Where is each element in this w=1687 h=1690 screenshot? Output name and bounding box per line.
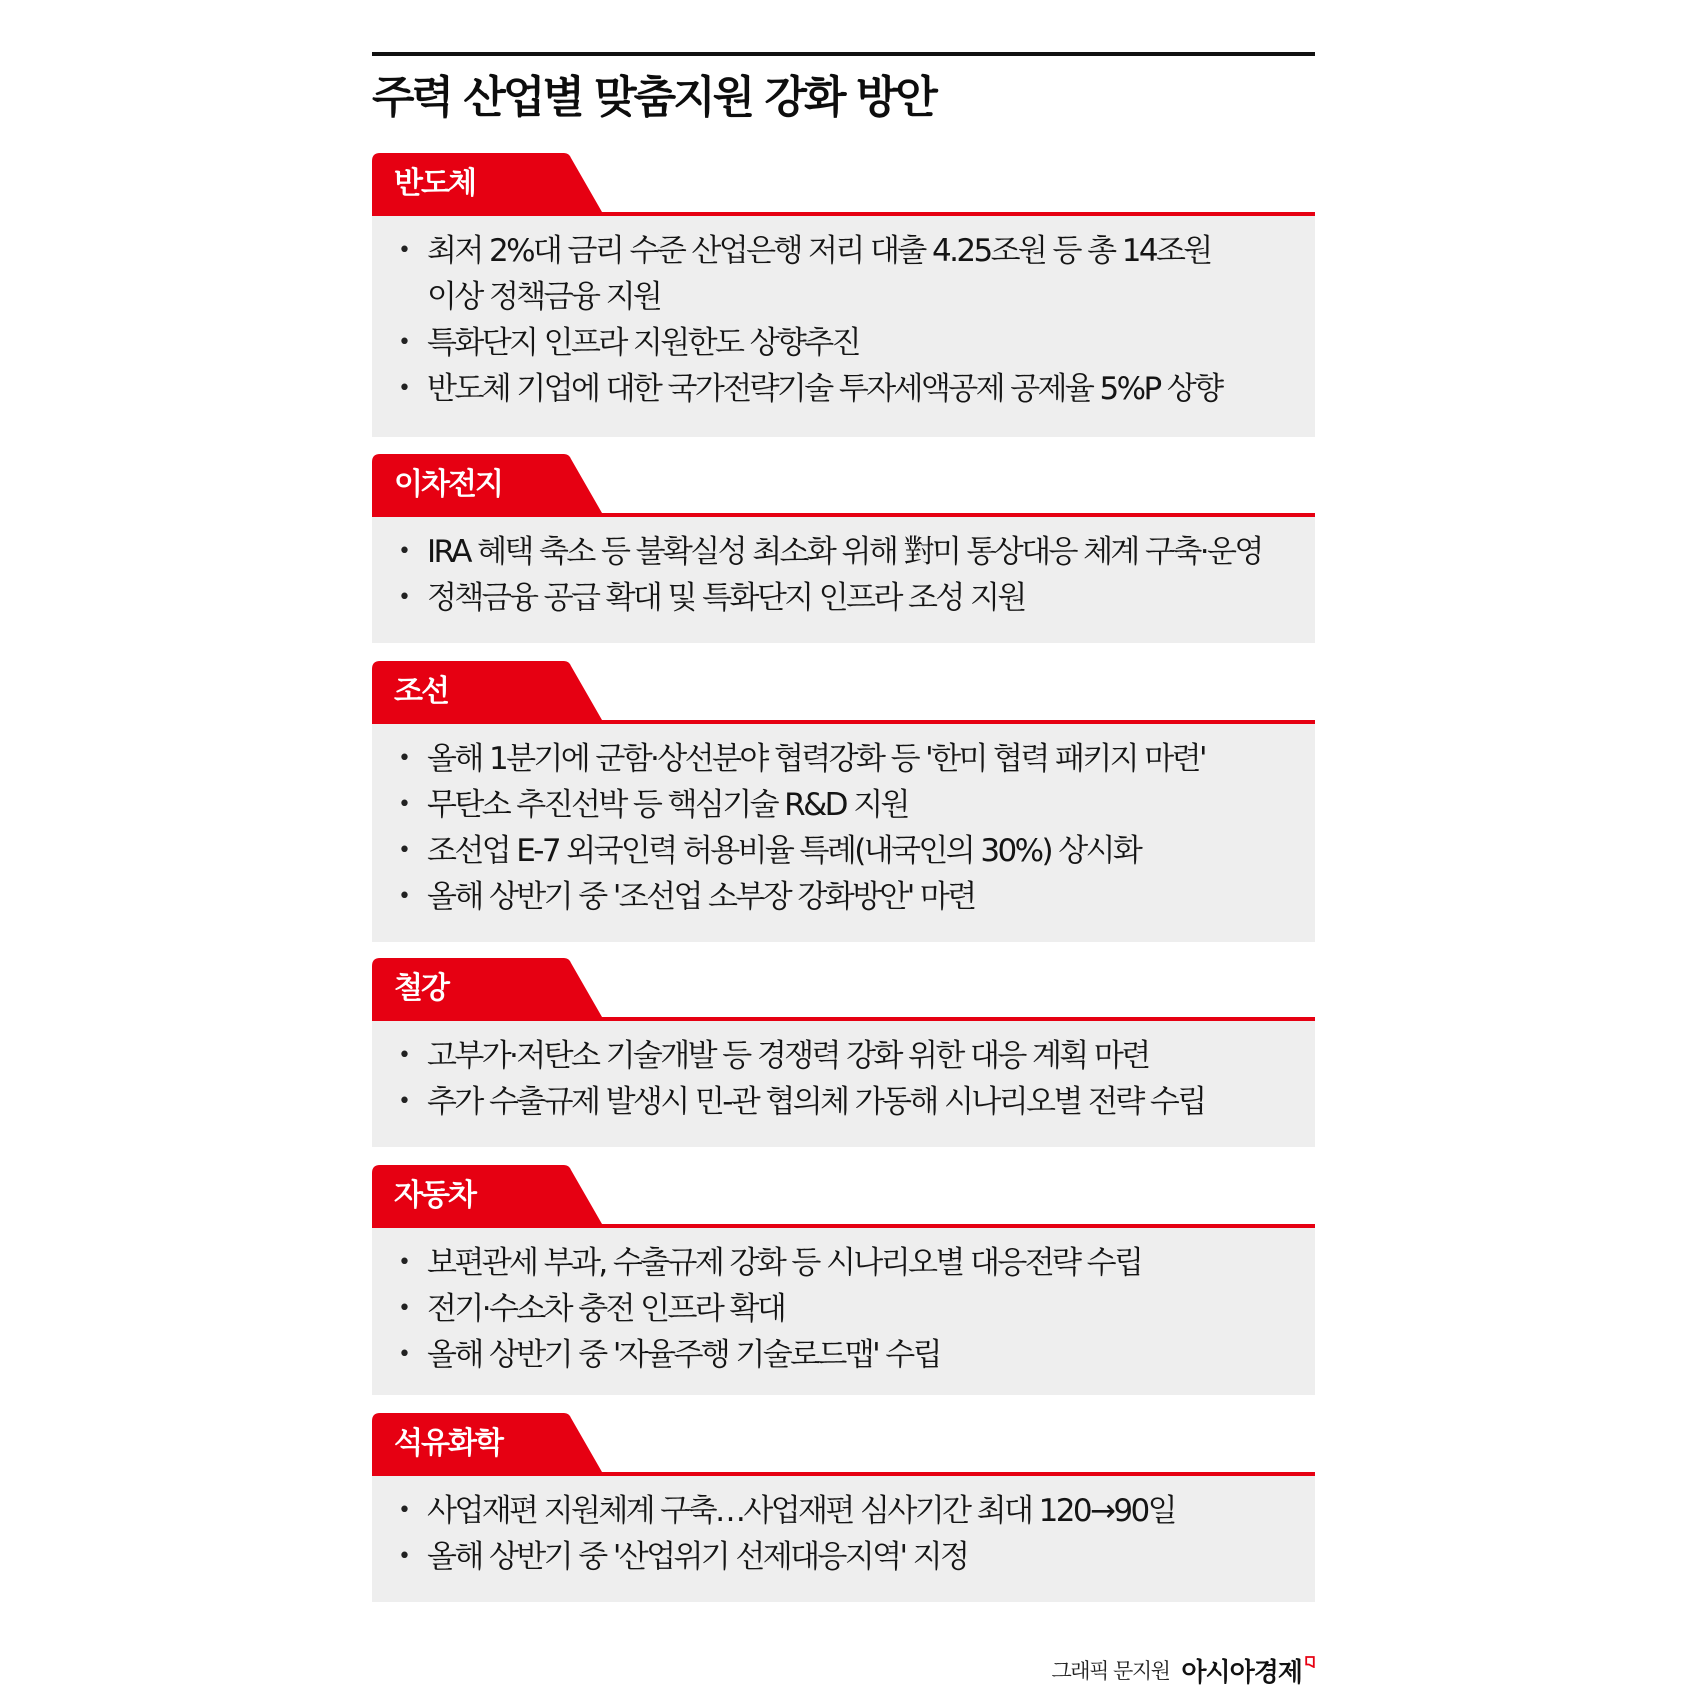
bullet-icon: • bbox=[398, 539, 409, 564]
item-line: 추가 수출규제 발생시 민-관 협의체 가동해 시나리오별 전략 수립 bbox=[427, 1084, 1205, 1120]
item-line: 올해 상반기 중 '조선업 소부장 강화방안' 마련 bbox=[427, 879, 975, 915]
section-tab bbox=[372, 661, 1315, 720]
section-panel bbox=[372, 1021, 1315, 1147]
section-panel bbox=[372, 724, 1315, 942]
section-title: 조선 bbox=[394, 674, 448, 709]
bullet-icon: • bbox=[398, 1043, 409, 1068]
section-steel bbox=[372, 958, 1315, 1147]
list-item bbox=[372, 1240, 1315, 1286]
item-line: 무탄소 추진선박 등 핵심기술 R&D 지원 bbox=[427, 787, 908, 823]
list-item bbox=[372, 1332, 1315, 1378]
list-item bbox=[372, 1079, 1315, 1125]
section-tab-shape bbox=[372, 454, 602, 513]
section-tab bbox=[372, 958, 1315, 1017]
section-title: 이차전지 bbox=[394, 467, 502, 502]
section-tab-shape bbox=[372, 661, 602, 720]
section-title: 반도체 bbox=[394, 166, 475, 201]
footer-credit bbox=[1052, 1650, 1316, 1690]
section-panel bbox=[372, 216, 1315, 437]
item-line: 올해 상반기 중 '자율주행 기술로드맵' 수립 bbox=[427, 1337, 940, 1373]
section-panel bbox=[372, 1476, 1315, 1602]
list-item bbox=[372, 1033, 1315, 1079]
page-title: 주력 산업별 맞춤지원 강화 방안 bbox=[372, 72, 935, 123]
section-tab bbox=[372, 1165, 1315, 1224]
top-rule bbox=[372, 52, 1315, 56]
section-automotive bbox=[372, 1165, 1315, 1395]
section-tab bbox=[372, 1413, 1315, 1472]
graphic-credit: 그래픽 문지원 bbox=[1051, 1659, 1170, 1683]
item-line: 전기·수소차 충전 인프라 확대 bbox=[427, 1291, 785, 1327]
item-line: 올해 상반기 중 '산업위기 선제대응지역' 지정 bbox=[427, 1539, 968, 1575]
bullet-icon: • bbox=[398, 792, 409, 817]
section-semiconductor bbox=[372, 153, 1315, 437]
bullet-icon: • bbox=[398, 1342, 409, 1367]
bullet-icon: • bbox=[398, 1544, 409, 1569]
list-item bbox=[372, 736, 1315, 782]
item-line: 조선업 E-7 외국인력 허용비율 특례(내국인의 30%) 상시화 bbox=[427, 833, 1141, 869]
item-line: 이상 정책금융 지원 bbox=[427, 279, 661, 315]
bullet-icon: • bbox=[398, 838, 409, 863]
section-panel bbox=[372, 1228, 1315, 1395]
bullet-icon: • bbox=[398, 585, 409, 610]
list-item bbox=[372, 529, 1315, 575]
bullet-icon: • bbox=[398, 746, 409, 771]
infographic bbox=[372, 0, 1315, 1687]
list-item bbox=[372, 366, 1315, 412]
section-title: 석유화학 bbox=[394, 1426, 502, 1461]
item-line: IRA 혜택 축소 등 불확실성 최소화 위해 對미 통상대응 체계 구축·운영 bbox=[427, 534, 1262, 570]
item-line: 반도체 기업에 대한 국가전략기술 투자세액공제 공제율 5%P 상향 bbox=[427, 371, 1222, 407]
item-line: 정책금융 공급 확대 및 특화단지 인프라 조성 지원 bbox=[427, 580, 1025, 616]
bullet-icon: • bbox=[398, 1498, 409, 1523]
bullet-icon: • bbox=[398, 330, 409, 355]
section-title: 철강 bbox=[394, 971, 448, 1006]
list-item bbox=[372, 228, 1315, 320]
publisher-logo: 아시아경제 bbox=[1181, 1657, 1302, 1688]
list-item bbox=[372, 575, 1315, 621]
list-item bbox=[372, 874, 1315, 920]
section-tab-shape bbox=[372, 1413, 602, 1472]
list-item bbox=[372, 1534, 1315, 1580]
bullet-icon: • bbox=[398, 1250, 409, 1275]
list-item bbox=[372, 828, 1315, 874]
bullet-icon: • bbox=[398, 376, 409, 401]
bullet-icon: • bbox=[398, 884, 409, 909]
section-panel bbox=[372, 517, 1315, 643]
section-tab-shape bbox=[372, 958, 602, 1017]
list-item bbox=[372, 1488, 1315, 1534]
item-line: 고부가·저탄소 기술개발 등 경쟁력 강화 위한 대응 계획 마련 bbox=[427, 1038, 1149, 1074]
item-line: 보편관세 부과, 수출규제 강화 등 시나리오별 대응전략 수립 bbox=[427, 1245, 1142, 1281]
list-item bbox=[372, 782, 1315, 828]
bullet-icon: • bbox=[398, 1089, 409, 1114]
section-tab bbox=[372, 153, 1315, 212]
section-tab-shape bbox=[372, 1165, 602, 1224]
section-battery bbox=[372, 454, 1315, 643]
item-line: 최저 2%대 금리 수준 산업은행 저리 대출 4.25조원 등 총 14조원 bbox=[427, 233, 1211, 269]
item-line: 사업재편 지원체계 구축…사업재편 심사기간 최대 120→90일 bbox=[427, 1493, 1175, 1529]
logo-mark-icon bbox=[1305, 1653, 1315, 1672]
list-item bbox=[372, 1286, 1315, 1332]
section-title: 자동차 bbox=[394, 1178, 475, 1213]
section-tab-shape bbox=[372, 153, 602, 212]
item-line: 특화단지 인프라 지원한도 상향추진 bbox=[427, 325, 859, 361]
bullet-icon: • bbox=[398, 1296, 409, 1321]
section-petrochemical bbox=[372, 1413, 1315, 1602]
section-tab bbox=[372, 454, 1315, 513]
section-shipbuilding bbox=[372, 661, 1315, 942]
bullet-icon: • bbox=[398, 238, 409, 263]
item-line: 올해 1분기에 군함·상선분야 협력강화 등 '한미 협력 패키지 마련' bbox=[427, 741, 1205, 777]
list-item bbox=[372, 320, 1315, 366]
